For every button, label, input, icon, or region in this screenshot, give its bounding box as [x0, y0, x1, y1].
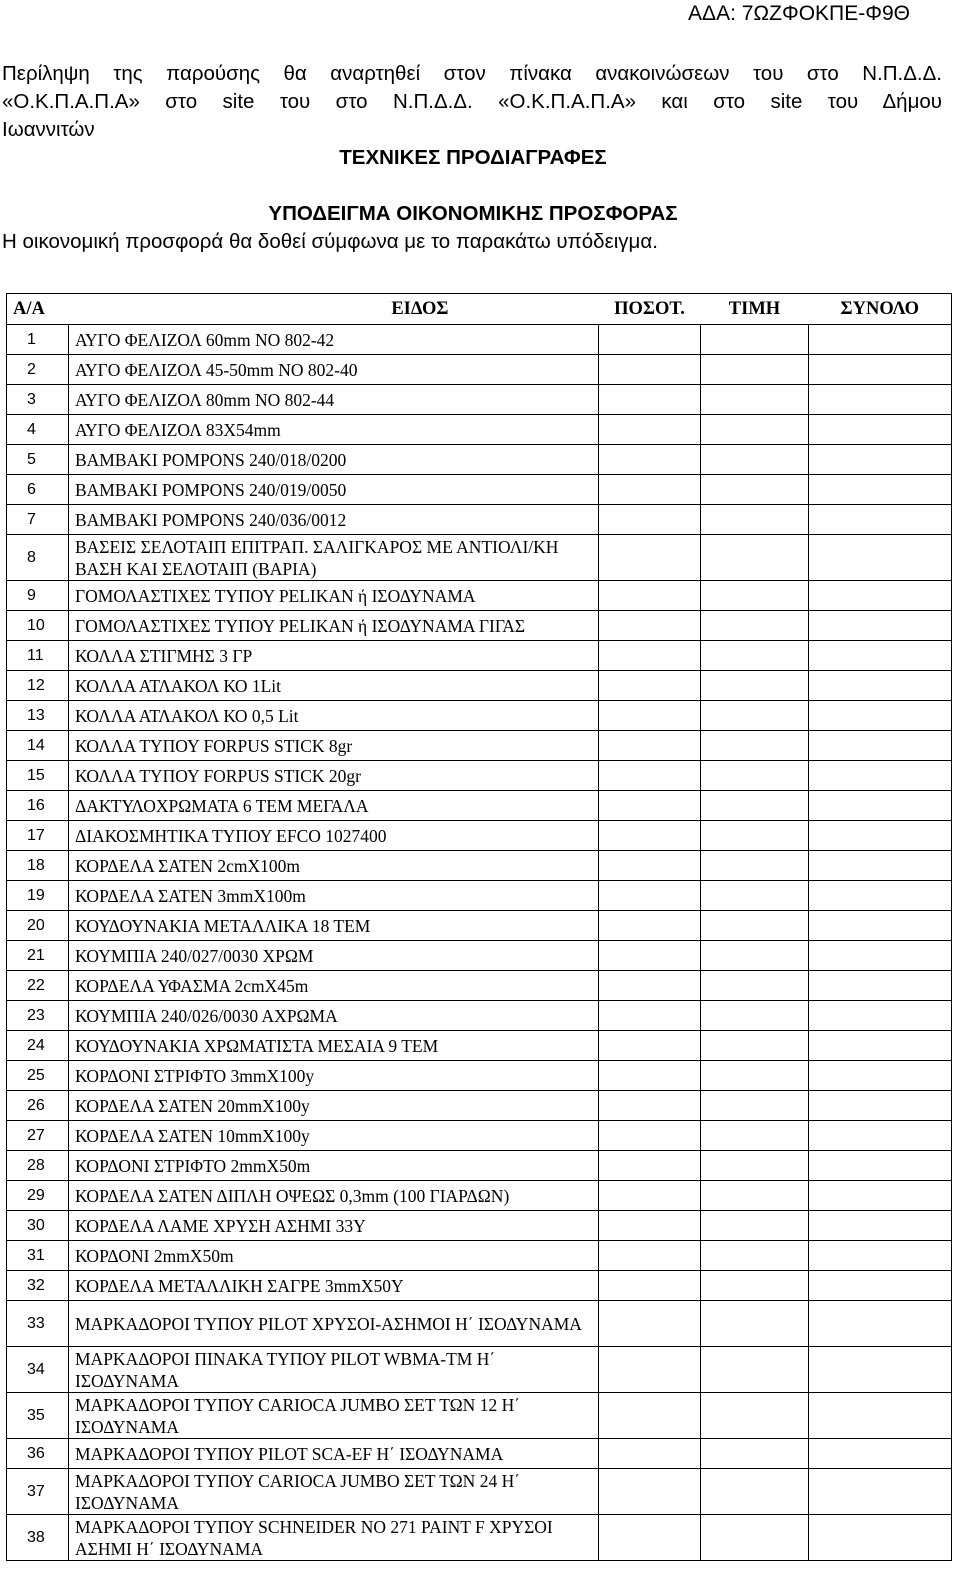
row-qty-cell[interactable] [599, 475, 701, 505]
row-price-cell[interactable] [701, 1347, 809, 1393]
row-number: 4 [7, 415, 69, 445]
row-total-cell[interactable] [809, 821, 952, 851]
table-row [7, 1241, 952, 1271]
row-price-cell[interactable] [701, 821, 809, 851]
row-item-description: ΑΥΓΟ ΦΕΛΙΖΟΛ 80mm ΝΟ 802-44 [69, 385, 599, 415]
row-qty-cell[interactable] [599, 851, 701, 881]
row-price-cell[interactable] [701, 611, 809, 641]
table-row [7, 1001, 952, 1031]
row-item-description: ΜΑΡΚΑΔΟΡΟΙ ΤΥΠΟΥ PILOT SCA-EF Η΄ ΙΣΟΔΥΝΑΜΑ [69, 1439, 599, 1469]
table-row [7, 1515, 952, 1561]
row-total-cell[interactable] [809, 355, 952, 385]
row-number: 29 [7, 1181, 69, 1211]
table-row [7, 475, 952, 505]
row-total-cell[interactable] [809, 791, 952, 821]
row-total-cell[interactable] [809, 1151, 952, 1181]
row-total-cell[interactable] [809, 1031, 952, 1061]
row-item-description: ΜΑΡΚΑΔΟΡΟΙ ΤΥΠΟΥ CARIOCA JUMBO ΣΕΤ ΤΩΝ 12 Η΄ ΙΣΟΔΥΝΑΜΑ [69, 1393, 599, 1439]
row-item-description: ΜΑΡΚΑΔΟΡΟΙ ΤΥΠΟΥ CARIOCA JUMBO ΣΕΤ ΤΩΝ 24 Η΄ ΙΣΟΔΥΝΑΜΑ [69, 1469, 599, 1515]
row-qty-cell[interactable] [599, 355, 701, 385]
row-item-description: ΜΑΡΚΑΔΟΡΟΙ ΤΥΠΟΥ PILOT ΧΡΥΣΟΙ-ΑΣΗΜΟΙ Η΄ ΙΣΟΔΥΝΑΜΑ [69, 1301, 599, 1347]
row-qty-cell[interactable] [599, 821, 701, 851]
row-item-description: ΚΟΡΔΕΛΑ ΣΑΤΕΝ 20mmX100y [69, 1091, 599, 1121]
row-number: 27 [7, 1121, 69, 1151]
table-row [7, 911, 952, 941]
table-row [7, 641, 952, 671]
row-item-description: ΑΥΓΟ ΦΕΛΙΖΟΛ 60mm ΝΟ 802-42 [69, 325, 599, 355]
row-price-cell[interactable] [701, 731, 809, 761]
row-total-cell[interactable] [809, 1001, 952, 1031]
row-price-cell[interactable] [701, 1271, 809, 1301]
row-total-cell[interactable] [809, 1241, 952, 1271]
row-price-cell[interactable] [701, 325, 809, 355]
row-qty-cell[interactable] [599, 1271, 701, 1301]
row-item-description: ΚΟΡΔΟΝΙ 2mmX50m [69, 1241, 599, 1271]
row-number: 7 [7, 505, 69, 535]
header-aa: Α/Α [7, 294, 69, 325]
table-row [7, 581, 952, 611]
row-qty-cell[interactable] [599, 325, 701, 355]
row-price-cell[interactable] [701, 505, 809, 535]
row-total-cell[interactable] [809, 1515, 952, 1561]
row-number: 38 [7, 1515, 69, 1561]
table-row [7, 1091, 952, 1121]
row-price-cell[interactable] [701, 641, 809, 671]
row-item-description: ΔΑΚΤΥΛΟΧΡΩΜΑΤΑ 6 ΤΕΜ ΜΕΓΑΛΑ [69, 791, 599, 821]
row-price-cell[interactable] [701, 1061, 809, 1091]
row-price-cell[interactable] [701, 1393, 809, 1439]
row-number: 32 [7, 1271, 69, 1301]
row-item-description: ΓΟΜΟΛΑΣΤΙΧΕΣ ΤΥΠΟΥ PELIKAN ή ΙΣΟΔΥΝΑΜΑ [69, 581, 599, 611]
table-row [7, 1061, 952, 1091]
row-number: 35 [7, 1393, 69, 1439]
row-item-description: ΚΟΛΛΑ ΤΥΠΟΥ FORPUS STICK 20gr [69, 761, 599, 791]
row-qty-cell[interactable] [599, 971, 701, 1001]
row-total-cell[interactable] [809, 325, 952, 355]
table-row [7, 821, 952, 851]
table-row [7, 505, 952, 535]
row-qty-cell[interactable] [599, 535, 701, 581]
row-item-description: ΚΟΡΔΟΝΙ ΣΤΡΙΦΤΟ 2mmX50m [69, 1151, 599, 1181]
row-price-cell[interactable] [701, 581, 809, 611]
row-price-cell[interactable] [701, 1211, 809, 1241]
row-total-cell[interactable] [809, 671, 952, 701]
table-row [7, 1031, 952, 1061]
row-total-cell[interactable] [809, 385, 952, 415]
table-row [7, 791, 952, 821]
row-qty-cell[interactable] [599, 385, 701, 415]
row-number: 23 [7, 1001, 69, 1031]
row-number: 13 [7, 701, 69, 731]
row-item-description: ΒΑΜΒΑΚΙ POMPONS 240/018/0200 [69, 445, 599, 475]
row-total-cell[interactable] [809, 1061, 952, 1091]
row-total-cell[interactable] [809, 731, 952, 761]
offer-table [6, 293, 952, 1561]
row-qty-cell[interactable] [599, 1515, 701, 1561]
row-number: 11 [7, 641, 69, 671]
row-item-description: ΚΟΥΔΟΥΝΑΚΙΑ ΜΕΤΑΛΛΙΚΑ 18 ΤΕΜ [69, 911, 599, 941]
row-item-description: ΚΟΡΔΕΛΑ ΣΑΤΕΝ 10mmX100y [69, 1121, 599, 1151]
row-price-cell[interactable] [701, 445, 809, 475]
table-row [7, 1181, 952, 1211]
row-number: 26 [7, 1091, 69, 1121]
row-total-cell[interactable] [809, 611, 952, 641]
row-item-description: ΚΟΛΛΑ ΣΤΙΓΜΗΣ 3 ΓΡ [69, 641, 599, 671]
row-total-cell[interactable] [809, 475, 952, 505]
row-price-cell[interactable] [701, 941, 809, 971]
ada-code: ΑΔΑ: 7ΩΖΦΟΚΠΕ-Φ9Θ [688, 2, 910, 25]
row-number: 21 [7, 941, 69, 971]
row-total-cell[interactable] [809, 505, 952, 535]
intro-line-1: Περίληψη της παρούσης θα αναρτηθεί στον πίνακα ανακοινώσεων του στο Ν.Π.Δ.Δ. [2, 62, 942, 85]
row-qty-cell[interactable] [599, 1469, 701, 1515]
row-total-cell[interactable] [809, 1271, 952, 1301]
header-item: ΕΙΔΟΣ [69, 294, 599, 325]
offer-note: Η οικονομική προσφορά θα δοθεί σύμφωνα με το παρακάτω υπόδειγμα. [2, 230, 658, 253]
row-number: 18 [7, 851, 69, 881]
row-total-cell[interactable] [809, 1439, 952, 1469]
row-total-cell[interactable] [809, 1211, 952, 1241]
row-price-cell[interactable] [701, 1151, 809, 1181]
row-price-cell[interactable] [701, 475, 809, 505]
row-item-description: ΚΟΡΔΕΛΑ ΣΑΤΕΝ 2cmX100m [69, 851, 599, 881]
table-row [7, 415, 952, 445]
table-row [7, 1271, 952, 1301]
row-qty-cell[interactable] [599, 581, 701, 611]
table-row [7, 731, 952, 761]
row-price-cell[interactable] [701, 701, 809, 731]
row-qty-cell[interactable] [599, 1121, 701, 1151]
header-price: ΤΙΜΗ [701, 294, 809, 325]
row-number: 1 [7, 325, 69, 355]
row-price-cell[interactable] [701, 911, 809, 941]
row-number: 19 [7, 881, 69, 911]
row-number: 15 [7, 761, 69, 791]
row-qty-cell[interactable] [599, 611, 701, 641]
row-price-cell[interactable] [701, 1001, 809, 1031]
row-item-description: ΚΟΛΛΑ ΑΤΛΑΚΟΛ ΚΟ 1Lit [69, 671, 599, 701]
row-item-description: ΒΑΣΕΙΣ ΣΕΛΟΤΑΙΠ ΕΠΙΤΡΑΠ. ΣΑΛΙΓΚΑΡΟΣ ΜΕ ΑΝΤΙΟΛΙ/ΚΗ ΒΑΣΗ ΚΑΙ ΣΕΛΟΤΑΙΠ (ΒΑΡΙΑ) [69, 535, 599, 581]
row-qty-cell[interactable] [599, 911, 701, 941]
table-row [7, 881, 952, 911]
table-row [7, 535, 952, 581]
row-number: 14 [7, 731, 69, 761]
row-qty-cell[interactable] [599, 1151, 701, 1181]
row-number: 24 [7, 1031, 69, 1061]
row-item-description: ΒΑΜΒΑΚΙ POMPONS 240/036/0012 [69, 505, 599, 535]
row-price-cell[interactable] [701, 1031, 809, 1061]
row-item-description: ΜΑΡΚΑΔΟΡΟΙ ΠΙΝΑΚΑ ΤΥΠΟΥ PILOT WBMA-TM Η΄ ΙΣΟΔΥΝΑΜΑ [69, 1347, 599, 1393]
table-row [7, 385, 952, 415]
row-price-cell[interactable] [701, 1439, 809, 1469]
row-total-cell[interactable] [809, 445, 952, 475]
row-number: 22 [7, 971, 69, 1001]
row-price-cell[interactable] [701, 971, 809, 1001]
table-row [7, 1121, 952, 1151]
row-number: 10 [7, 611, 69, 641]
row-number: 6 [7, 475, 69, 505]
row-number: 8 [7, 535, 69, 581]
row-total-cell[interactable] [809, 941, 952, 971]
row-number: 33 [7, 1301, 69, 1347]
row-qty-cell[interactable] [599, 1393, 701, 1439]
row-price-cell[interactable] [701, 355, 809, 385]
row-price-cell[interactable] [701, 851, 809, 881]
row-qty-cell[interactable] [599, 701, 701, 731]
row-total-cell[interactable] [809, 1393, 952, 1439]
row-item-description: ΚΟΡΔΕΛΑ ΣΑΤΕΝ 3mmX100m [69, 881, 599, 911]
row-qty-cell[interactable] [599, 1241, 701, 1271]
row-total-cell[interactable] [809, 971, 952, 1001]
row-qty-cell[interactable] [599, 445, 701, 475]
row-price-cell[interactable] [701, 881, 809, 911]
table-header-row [7, 294, 952, 325]
row-total-cell[interactable] [809, 1347, 952, 1393]
row-total-cell[interactable] [809, 415, 952, 445]
row-item-description: ΚΟΡΔΟΝΙ ΣΤΡΙΦΤΟ 3mmX100y [69, 1061, 599, 1091]
row-price-cell[interactable] [701, 535, 809, 581]
row-item-description: ΔΙΑΚΟΣΜΗΤΙΚΑ ΤΥΠΟΥ EFCO 1027400 [69, 821, 599, 851]
row-total-cell[interactable] [809, 701, 952, 731]
row-number: 37 [7, 1469, 69, 1515]
row-qty-cell[interactable] [599, 1347, 701, 1393]
row-number: 16 [7, 791, 69, 821]
row-qty-cell[interactable] [599, 1301, 701, 1347]
table-row [7, 971, 952, 1001]
row-item-description: ΚΟΥΜΠΙΑ 240/027/0030 ΧΡΩΜ [69, 941, 599, 971]
row-price-cell[interactable] [701, 385, 809, 415]
row-item-description: ΚΟΡΔΕΛΑ ΥΦΑΣΜΑ 2cmX45m [69, 971, 599, 1001]
table-row [7, 1393, 952, 1439]
table-row [7, 325, 952, 355]
row-number: 12 [7, 671, 69, 701]
table-row [7, 1151, 952, 1181]
table-row [7, 701, 952, 731]
row-item-description: ΑΥΓΟ ΦΕΛΙΖΟΛ 83Χ54mm [69, 415, 599, 445]
row-total-cell[interactable] [809, 881, 952, 911]
row-qty-cell[interactable] [599, 641, 701, 671]
table-row [7, 611, 952, 641]
row-qty-cell[interactable] [599, 881, 701, 911]
row-total-cell[interactable] [809, 535, 952, 581]
technical-specs-title: ΤΕΧΝΙΚΕΣ ΠΡΟΔΙΑΓΡΑΦΕΣ [339, 146, 607, 169]
table-row [7, 445, 952, 475]
row-item-description: ΓΟΜΟΛΑΣΤΙΧΕΣ ΤΥΠΟΥ PELIKAN ή ΙΣΟΔΥΝΑΜΑ ΓΙΓΑΣ [69, 611, 599, 641]
row-total-cell[interactable] [809, 1121, 952, 1151]
row-qty-cell[interactable] [599, 1439, 701, 1469]
row-total-cell[interactable] [809, 1181, 952, 1211]
row-item-description: ΜΑΡΚΑΔΟΡΟΙ ΤΥΠΟΥ SCHNEIDER ΝΟ 271 PAINT F ΧΡΥΣΟΙ ΑΣΗΜΙ Η΄ ΙΣΟΔΥΝΑΜΑ [69, 1515, 599, 1561]
row-number: 9 [7, 581, 69, 611]
row-item-description: ΒΑΜΒΑΚΙ POMPONS 240/019/0050 [69, 475, 599, 505]
table-row [7, 1439, 952, 1469]
row-price-cell[interactable] [701, 791, 809, 821]
row-item-description: ΚΟΥΔΟΥΝΑΚΙΑ ΧΡΩΜΑΤΙΣΤΑ ΜΕΣΑΙΑ 9 ΤΕΜ [69, 1031, 599, 1061]
table-row [7, 671, 952, 701]
row-price-cell[interactable] [701, 415, 809, 445]
row-price-cell[interactable] [701, 1469, 809, 1515]
row-qty-cell[interactable] [599, 1211, 701, 1241]
row-total-cell[interactable] [809, 1469, 952, 1515]
row-qty-cell[interactable] [599, 505, 701, 535]
table-row [7, 1211, 952, 1241]
row-qty-cell[interactable] [599, 1061, 701, 1091]
row-number: 36 [7, 1439, 69, 1469]
row-price-cell[interactable] [701, 1091, 809, 1121]
sample-offer-title: ΥΠΟΔΕΙΓΜΑ ΟΙΚΟΝΟΜΙΚΗΣ ΠΡΟΣΦΟΡΑΣ [268, 202, 678, 225]
table-row [7, 355, 952, 385]
row-number: 20 [7, 911, 69, 941]
row-price-cell[interactable] [701, 1515, 809, 1561]
row-price-cell[interactable] [701, 1301, 809, 1347]
row-qty-cell[interactable] [599, 941, 701, 971]
row-number: 30 [7, 1211, 69, 1241]
row-qty-cell[interactable] [599, 1181, 701, 1211]
table-body [7, 325, 952, 1561]
row-qty-cell[interactable] [599, 1001, 701, 1031]
row-item-description: ΚΟΛΛΑ ΑΤΛΑΚΟΛ ΚΟ 0,5 Lit [69, 701, 599, 731]
row-number: 25 [7, 1061, 69, 1091]
row-qty-cell[interactable] [599, 415, 701, 445]
row-item-description: ΚΟΡΔΕΛΑ ΣΑΤΕΝ ΔΙΠΛΗ ΟΨΕΩΣ 0,3mm (100 ΓΙΑΡΔΩΝ) [69, 1181, 599, 1211]
table-row [7, 1469, 952, 1515]
row-qty-cell[interactable] [599, 1031, 701, 1061]
intro-line-3: Ιωαννιτών [2, 118, 95, 141]
row-item-description: ΚΟΥΜΠΙΑ 240/026/0030 ΑΧΡΩΜΑ [69, 1001, 599, 1031]
row-qty-cell[interactable] [599, 791, 701, 821]
row-price-cell[interactable] [701, 1181, 809, 1211]
row-total-cell[interactable] [809, 851, 952, 881]
row-price-cell[interactable] [701, 1121, 809, 1151]
row-item-description: ΚΟΡΔΕΛΑ ΛΑΜΕ ΧΡΥΣΗ ΑΣΗΜΙ 33Υ [69, 1211, 599, 1241]
row-price-cell[interactable] [701, 671, 809, 701]
row-total-cell[interactable] [809, 641, 952, 671]
table-row [7, 851, 952, 881]
row-item-description: ΑΥΓΟ ΦΕΛΙΖΟΛ 45-50mm ΝΟ 802-40 [69, 355, 599, 385]
row-total-cell[interactable] [809, 761, 952, 791]
row-qty-cell[interactable] [599, 671, 701, 701]
row-number: 34 [7, 1347, 69, 1393]
table-row [7, 1301, 952, 1347]
row-number: 5 [7, 445, 69, 475]
row-qty-cell[interactable] [599, 761, 701, 791]
row-total-cell[interactable] [809, 581, 952, 611]
row-item-description: ΚΟΡΔΕΛΑ ΜΕΤΑΛΛΙΚΗ ΣΑΓΡΕ 3mmX50Y [69, 1271, 599, 1301]
table-row [7, 761, 952, 791]
row-number: 17 [7, 821, 69, 851]
row-price-cell[interactable] [701, 1241, 809, 1271]
table-row [7, 1347, 952, 1393]
intro-paragraph [2, 60, 942, 144]
header-total: ΣΥΝΟΛΟ [809, 294, 952, 325]
row-number: 3 [7, 385, 69, 415]
row-qty-cell[interactable] [599, 1091, 701, 1121]
row-price-cell[interactable] [701, 761, 809, 791]
row-total-cell[interactable] [809, 911, 952, 941]
row-total-cell[interactable] [809, 1301, 952, 1347]
row-number: 2 [7, 355, 69, 385]
row-qty-cell[interactable] [599, 731, 701, 761]
row-item-description: ΚΟΛΛΑ ΤΥΠΟΥ FORPUS STICK 8gr [69, 731, 599, 761]
intro-line-2: «Ο.Κ.Π.Α.Π.Α» στο site του στο Ν.Π.Δ.Δ. «Ο.Κ.Π.Α.Π.Α» και στο site του Δήμου [2, 90, 942, 113]
table-row [7, 941, 952, 971]
row-total-cell[interactable] [809, 1091, 952, 1121]
header-qty: ΠΟΣΟΤ. [599, 294, 701, 325]
row-number: 28 [7, 1151, 69, 1181]
row-number: 31 [7, 1241, 69, 1271]
